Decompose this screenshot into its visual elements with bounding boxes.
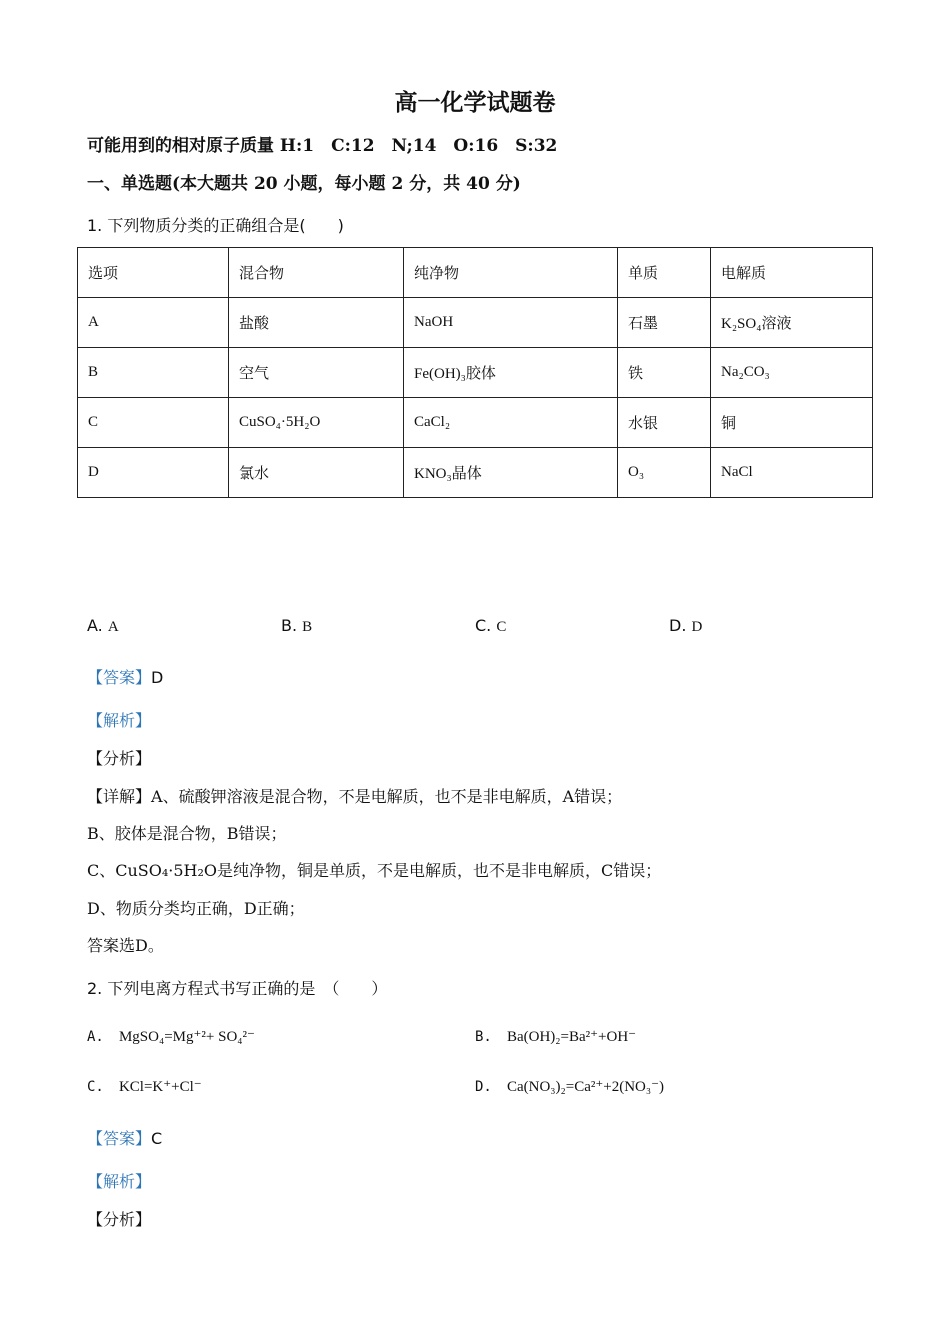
- table-cell: CuSO₄·5H₂O: [229, 398, 404, 448]
- q1-detail-line: D、物质分类均正确，D正确；: [87, 899, 305, 918]
- answer-value: D: [151, 668, 164, 687]
- q1-answer: [87, 665, 163, 688]
- table-header-cell: 单质: [618, 248, 711, 298]
- option-label: B.: [475, 1029, 492, 1045]
- page-title: 高一化学试题卷: [394, 89, 556, 116]
- detail-text: A、硫酸钾溶液是混合物，不是电解质，也不是非电解质，A错误；: [151, 787, 623, 806]
- table-cell: 空气: [229, 348, 404, 398]
- table-cell: NaOH: [404, 298, 618, 348]
- table-cell: 氯水: [229, 448, 404, 498]
- choice-label: C.: [475, 616, 492, 635]
- option-label: A.: [87, 1029, 104, 1045]
- q1-detail-line: B、胶体是混合物，B错误；: [87, 824, 287, 843]
- q2-option-a: [87, 1026, 255, 1046]
- classification-table: [77, 247, 873, 498]
- choice-value: C: [496, 619, 507, 635]
- choice-d: [669, 616, 702, 636]
- detail-tag: 【详解】: [87, 787, 152, 806]
- answer-value: C: [151, 1129, 163, 1148]
- choice-a: [87, 616, 119, 636]
- choice-label: B.: [281, 616, 298, 635]
- table-cell: K₂SO₄溶液: [711, 298, 873, 348]
- answer-tag: 【答案】: [87, 1129, 152, 1148]
- option-text: Ba(OH)₂=Ba²⁺+OH⁻: [506, 1029, 637, 1045]
- choice-value: D: [691, 619, 703, 635]
- option-text: Ca(NO₃)₂=Ca²⁺+2(NO₃⁻): [506, 1079, 665, 1095]
- table-row: [78, 298, 873, 348]
- table-cell: 铜: [711, 398, 873, 448]
- table-cell: NaCl: [711, 448, 873, 498]
- table-cell: C: [78, 398, 229, 448]
- table-cell: 盐酸: [229, 298, 404, 348]
- table-header-cell: 混合物: [229, 248, 404, 298]
- table-cell: KNO₃晶体: [404, 448, 618, 498]
- table-cell: O₃: [618, 448, 711, 498]
- q2-analysis-tag: 【解析】: [87, 1172, 152, 1191]
- table-cell: 水银: [618, 398, 711, 448]
- table-cell: Fe(OH)₃胶体: [404, 348, 618, 398]
- table-header-cell: 电解质: [711, 248, 873, 298]
- q1-analysis-tag: 【解析】: [87, 711, 152, 730]
- choice-value: A: [107, 619, 119, 635]
- choice-value: B: [302, 619, 313, 635]
- table-cell: B: [78, 348, 229, 398]
- option-label: D.: [475, 1079, 492, 1095]
- question-2-stem: 2. 下列电离方程式书写正确的是 （ ）: [87, 979, 388, 998]
- choice-label: A.: [87, 616, 103, 635]
- table-header-row: [78, 248, 873, 298]
- choice-b: [281, 616, 312, 636]
- table-cell: 铁: [618, 348, 711, 398]
- q1-detail-line: 答案选D。: [87, 936, 164, 955]
- atomic-masses: 可能用到的相对原子质量 H:1 C:12 N;14 O:16 S:32: [87, 136, 558, 156]
- table-cell: Na₂CO₃: [711, 348, 873, 398]
- q2-fenxi-tag: 【分析】: [87, 1210, 152, 1229]
- table-cell: CaCl₂: [404, 398, 618, 448]
- table-header-cell: 纯净物: [404, 248, 618, 298]
- option-text: KCl=K⁺+Cl⁻: [118, 1079, 202, 1095]
- q2-answer: [87, 1126, 162, 1149]
- q2-option-c: [87, 1076, 202, 1096]
- choice-label: D.: [669, 616, 687, 635]
- table-cell: A: [78, 298, 229, 348]
- table-row: [78, 398, 873, 448]
- choice-c: [475, 616, 506, 636]
- table-row: [78, 348, 873, 398]
- q2-option-d: [475, 1076, 664, 1096]
- table-cell: D: [78, 448, 229, 498]
- section-heading: 一、单选题(本大题共 20 小题，每小题 2 分，共 40 分): [87, 174, 521, 194]
- q1-fenxi-tag: 【分析】: [87, 749, 152, 768]
- q1-detail-line: C、CuSO₄·5H₂O是纯净物，铜是单质，不是电解质，也不是非电解质，C错误；: [87, 861, 662, 880]
- table-row: [78, 448, 873, 498]
- q2-option-b: [475, 1026, 636, 1046]
- answer-tag: 【答案】: [87, 668, 152, 687]
- table-header-cell: 选项: [78, 248, 229, 298]
- option-label: C.: [87, 1079, 104, 1095]
- question-1-stem: 1. 下列物质分类的正确组合是( ): [87, 216, 344, 235]
- option-text: MgSO₄=Mg⁺²+ SO₄²⁻: [118, 1029, 255, 1045]
- table-cell: 石墨: [618, 298, 711, 348]
- q1-detail-line: [87, 784, 622, 807]
